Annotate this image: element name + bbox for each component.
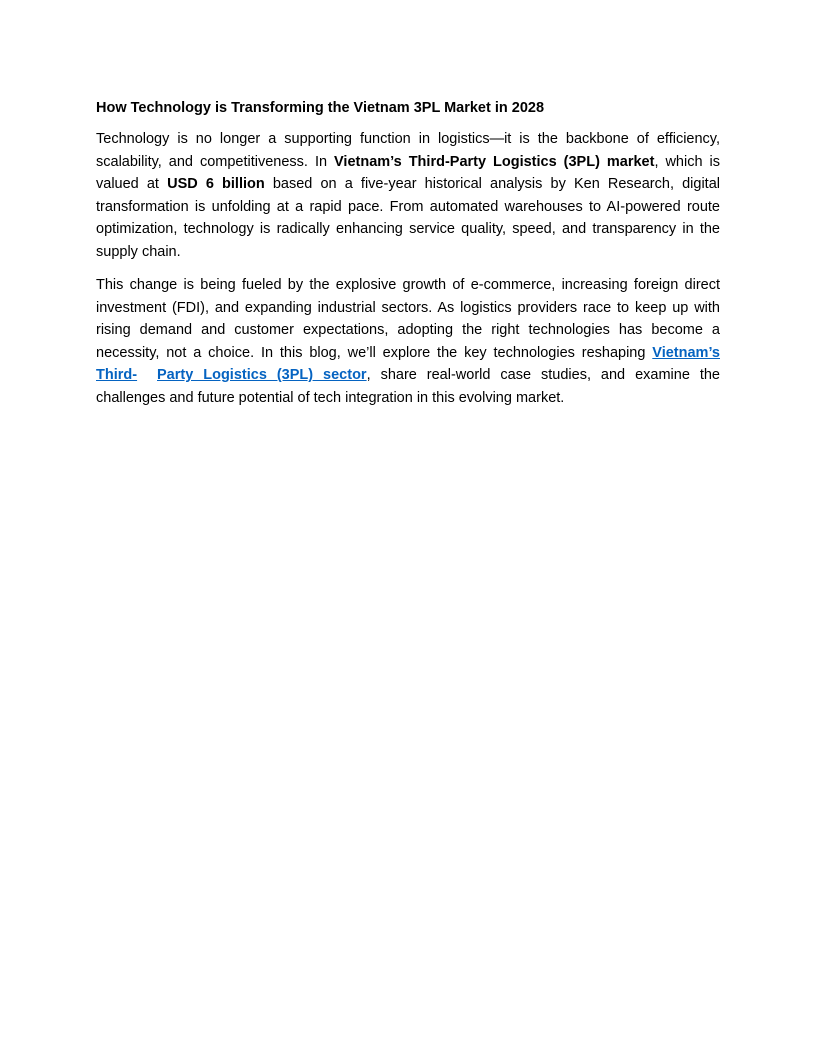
paragraph2-text-2: , share real-world case studies, and examine the challenges and future potential of tech integration in this evolving market.: [96, 367, 720, 406]
paragraph2-text-1: This change is being fueled by the explosive growth of e-commerce, increasing foreign direct investment (FDI), and expanding industrial sectors. As logistics providers race to keep up with rising demand and customer expectations, adopting the right technologies has become a necessity, not a choice. In this blog, we’ll explore the key technologies reshaping: [96, 277, 720, 361]
document-title: How Technology is Transforming the Vietnam 3PL Market in 2028: [96, 100, 545, 116]
market-report-link-part2[interactable]: Party Logistics (3PL) sector: [157, 367, 367, 383]
intro-paragraph: [96, 128, 720, 263]
document-body: [96, 98, 720, 420]
paragraph1-bold-market: Vietnam’s Third-Party Logistics (3PL) market: [334, 153, 655, 170]
paragraph1-bold-value: USD 6 billion: [167, 176, 265, 192]
market-report-link-part1[interactable]: Vietnam’s Third-: [96, 344, 720, 383]
paragraph1-text-2: , which is valued at: [96, 153, 720, 192]
paragraph1-text-3: based on a five-year historical analysis by Ken Research, digital transformation is unfolding at a rapid pace. From automated warehouses to AI-powered route optimization, technology is radically enhancing service quality, speed, and transparency in the supply chain.: [96, 176, 720, 260]
paragraph1-text-1: Technology is no longer a supporting function in logistics—it is the backbone of efficiency, scalability, and competitiveness. In: [96, 131, 720, 170]
second-paragraph: [96, 274, 720, 409]
